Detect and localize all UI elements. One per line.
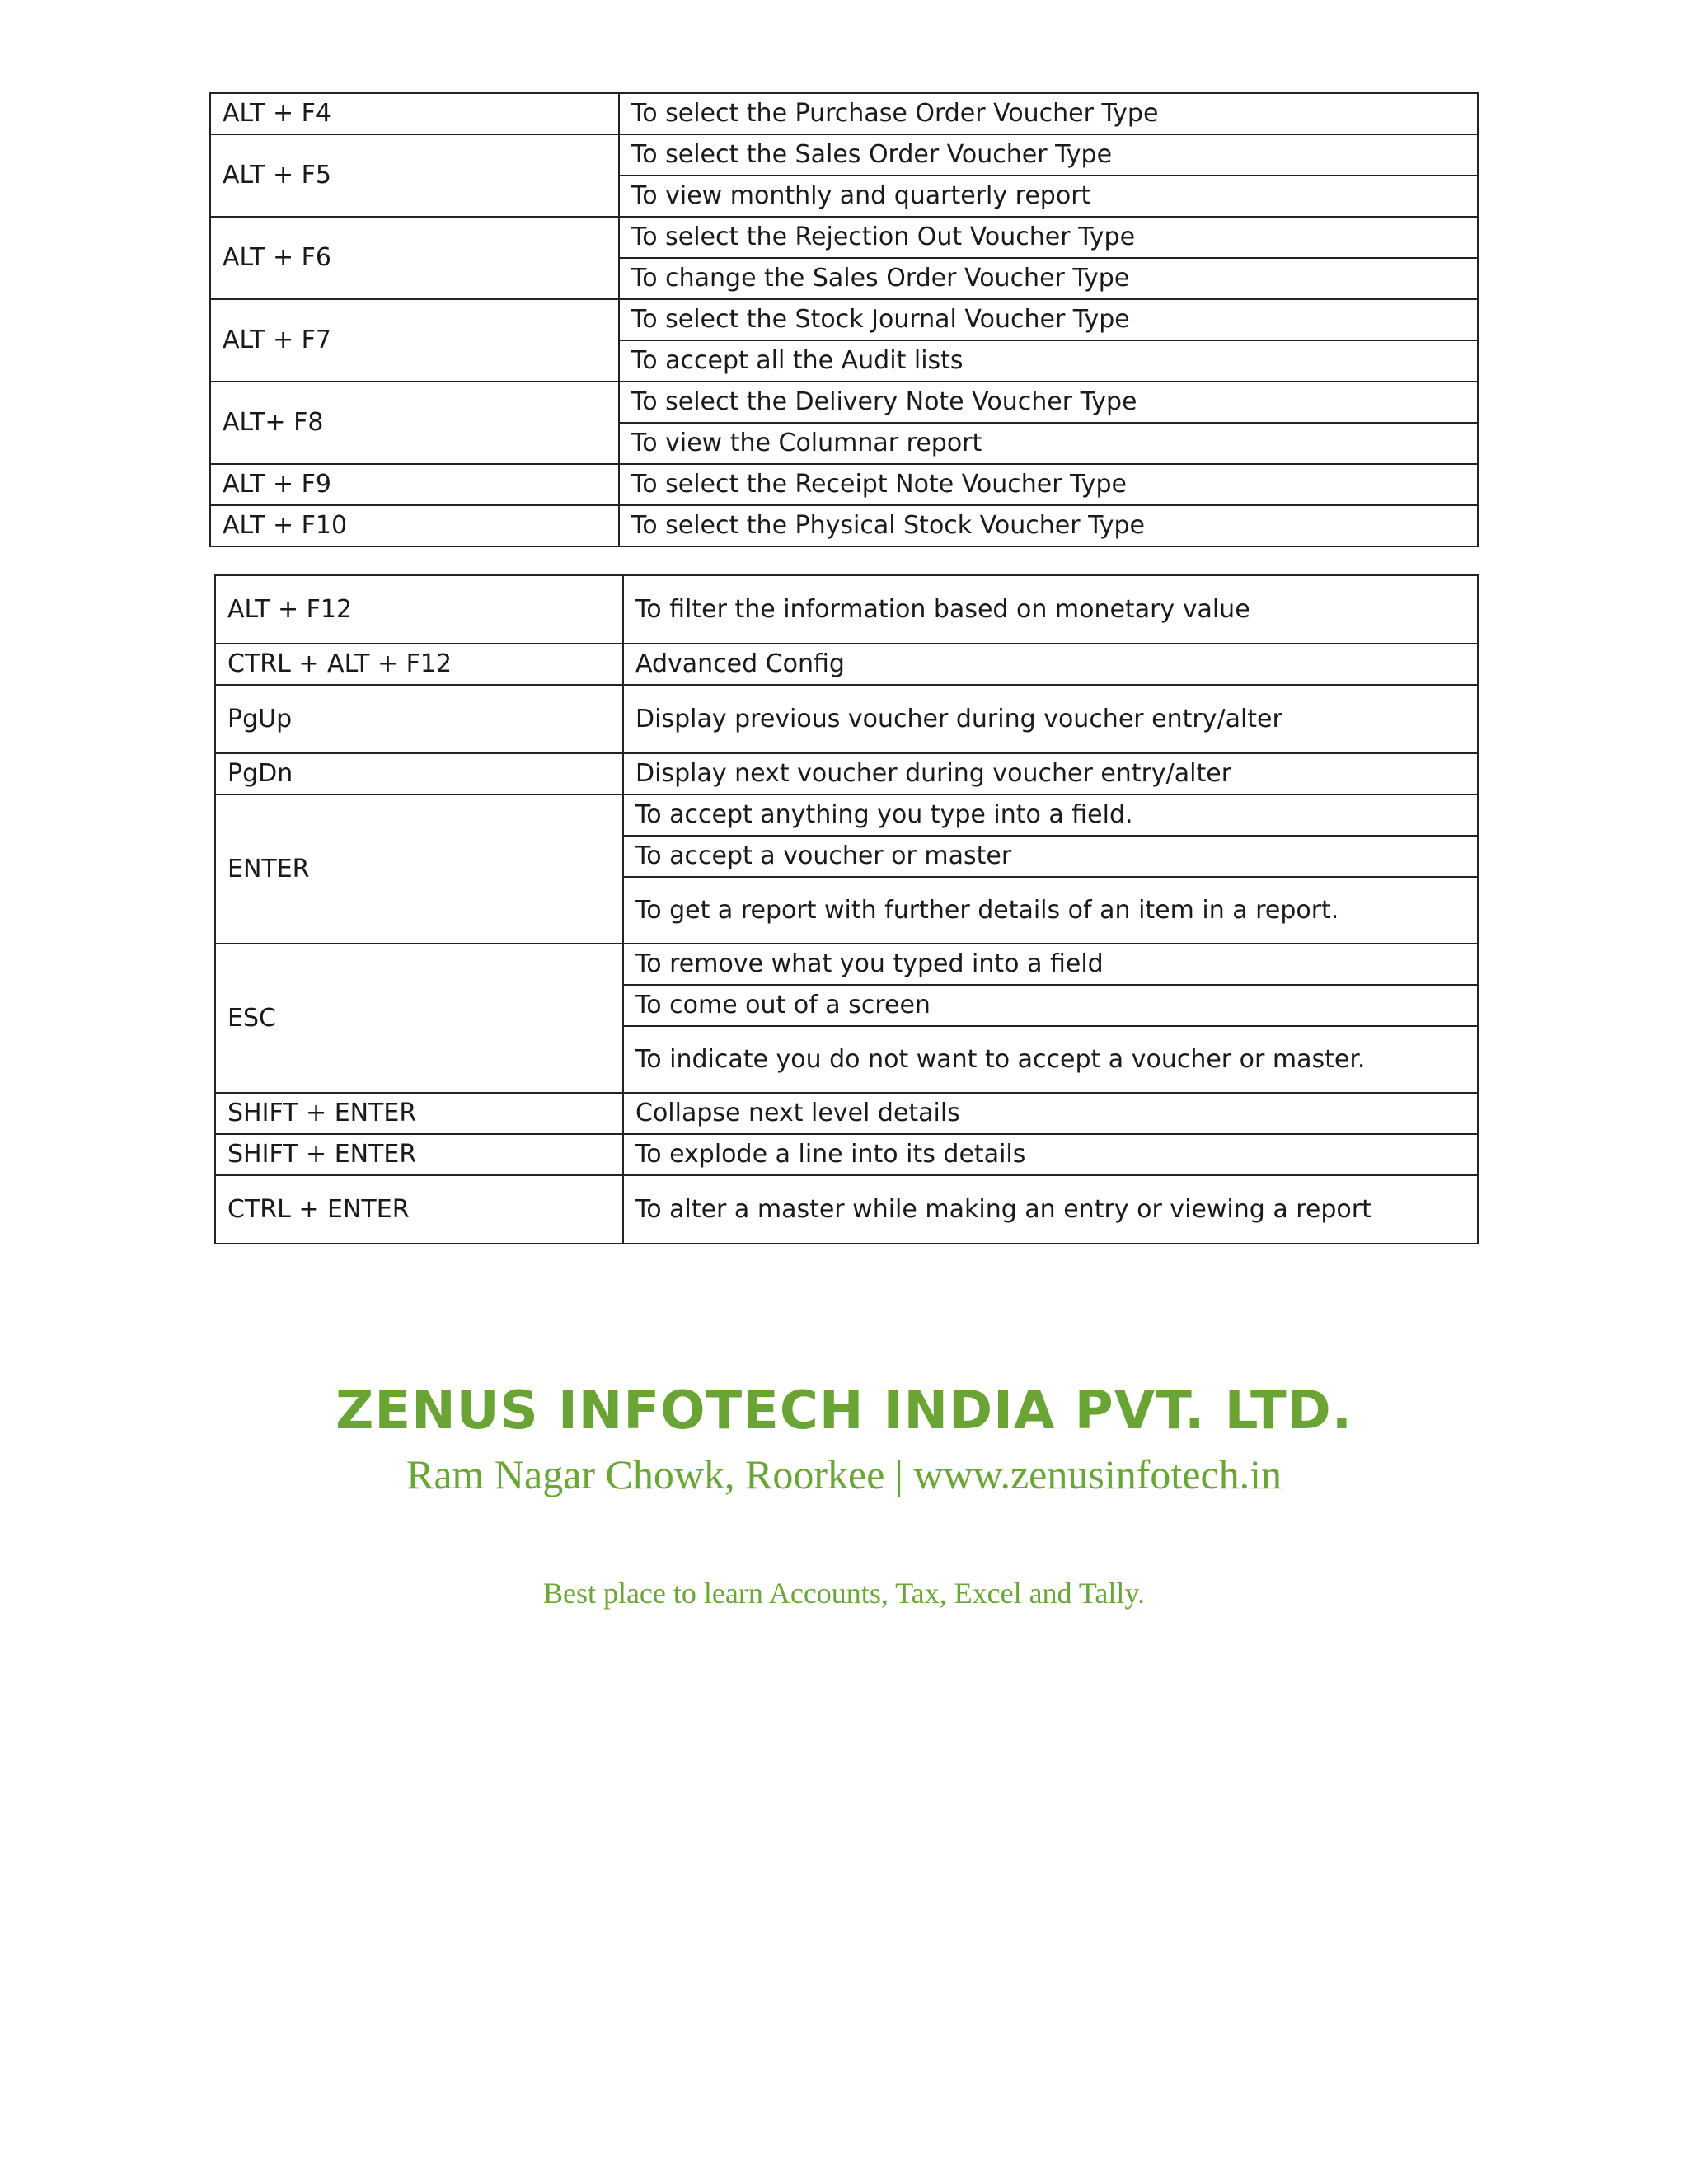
table-row	[210, 505, 1478, 546]
table-row	[215, 1175, 1478, 1244]
shortcut-description: To get a report with further details of an item in a report.	[623, 877, 1478, 944]
shortcut-description: To view monthly and quarterly report	[619, 176, 1478, 217]
table-row	[215, 685, 1478, 753]
table-row	[210, 464, 1478, 505]
shortcut-key: ENTER	[215, 794, 623, 944]
table-row	[210, 382, 1478, 423]
table-row	[210, 134, 1478, 176]
table-row	[215, 575, 1478, 644]
shortcut-key: PgDn	[215, 753, 623, 794]
shortcut-description: To accept all the Audit lists	[619, 340, 1478, 382]
table-row	[215, 1134, 1478, 1175]
shortcut-description: Collapse next level details	[623, 1093, 1478, 1134]
shortcut-key: CTRL + ENTER	[215, 1175, 623, 1244]
shortcut-description: To select the Sales Order Voucher Type	[619, 134, 1478, 176]
shortcut-key: ALT + F4	[210, 93, 619, 134]
shortcut-description: To select the Rejection Out Voucher Type	[619, 217, 1478, 258]
company-name: ZENUS INFOTECH INDIA PVT. LTD.	[335, 1380, 1353, 1441]
shortcut-description: To select the Receipt Note Voucher Type	[619, 464, 1478, 505]
table-row	[215, 944, 1478, 985]
table-row	[215, 753, 1478, 794]
table-row	[210, 93, 1478, 134]
shortcut-description: To select the Purchase Order Voucher Type	[619, 93, 1478, 134]
shortcut-key: ALT + F9	[210, 464, 619, 505]
shortcut-description: To alter a master while making an entry or viewing a report	[623, 1175, 1478, 1244]
shortcut-key: SHIFT + ENTER	[215, 1134, 623, 1175]
shortcut-key: ALT + F6	[210, 217, 619, 299]
shortcut-description: To select the Delivery Note Voucher Type	[619, 382, 1478, 423]
shortcut-key: SHIFT + ENTER	[215, 1093, 623, 1134]
table-row	[210, 299, 1478, 340]
shortcut-key: ALT + F7	[210, 299, 619, 382]
table-row	[215, 1093, 1478, 1134]
shortcut-description: To change the Sales Order Voucher Type	[619, 258, 1478, 299]
shortcut-description: To filter the information based on monetary value	[623, 575, 1478, 644]
shortcut-table-2	[214, 574, 1479, 1244]
table-row	[215, 644, 1478, 685]
shortcut-description: To come out of a screen	[623, 985, 1478, 1026]
shortcut-description: To indicate you do not want to accept a voucher or master.	[623, 1026, 1478, 1093]
shortcut-key: ALT + F10	[210, 505, 619, 546]
shortcut-description: To remove what you typed into a field	[623, 944, 1478, 985]
shortcut-key: PgUp	[215, 685, 623, 753]
shortcut-key: ALT + F5	[210, 134, 619, 217]
company-tagline: Best place to learn Accounts, Tax, Excel and Tally.	[542, 1577, 1146, 1610]
shortcut-key: ESC	[215, 944, 623, 1093]
table-row	[215, 794, 1478, 836]
shortcut-description: To explode a line into its details	[623, 1134, 1478, 1175]
shortcut-description: To accept a voucher or master	[623, 836, 1478, 877]
shortcut-description: Advanced Config	[623, 644, 1478, 685]
shortcut-key: ALT + F12	[215, 575, 623, 644]
shortcut-description: Display previous voucher during voucher entry/alter	[623, 685, 1478, 753]
shortcut-description: To select the Stock Journal Voucher Type	[619, 299, 1478, 340]
shortcut-description: Display next voucher during voucher entry/alter	[623, 753, 1478, 794]
company-address: Ram Nagar Chowk, Roorkee | www.zenusinfotech.in	[406, 1451, 1282, 1497]
table-row	[210, 217, 1478, 258]
shortcut-key: CTRL + ALT + F12	[215, 644, 623, 685]
shortcut-description: To select the Physical Stock Voucher Type	[619, 505, 1478, 546]
shortcut-description: To accept anything you type into a field.	[623, 794, 1478, 836]
shortcut-table-1	[209, 92, 1479, 547]
shortcut-key: ALT+ F8	[210, 382, 619, 464]
shortcut-description: To view the Columnar report	[619, 423, 1478, 464]
